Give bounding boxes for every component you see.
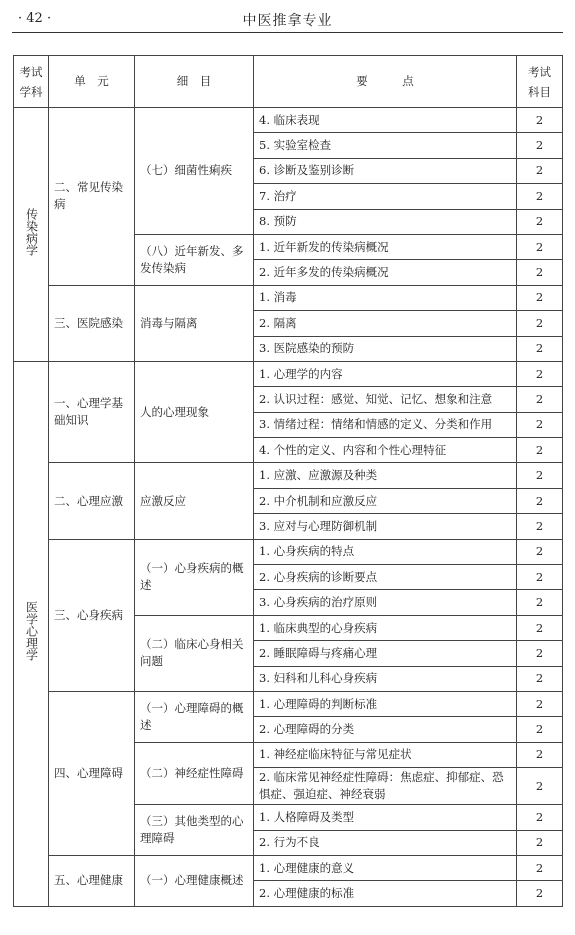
header-level: 考试科目 — [517, 56, 563, 108]
point-cell: 8. 预防 — [254, 209, 517, 234]
point-cell: 5. 实验室检查 — [254, 133, 517, 158]
level-cell: 2 — [517, 158, 563, 183]
level-cell: 2 — [517, 615, 563, 640]
subject-name: 传染病学 — [24, 207, 39, 256]
table-row — [14, 285, 563, 310]
header-item: 细 目 — [135, 56, 254, 108]
table-row — [14, 463, 563, 488]
item-cell: （八）近年新发、多发传染病 — [135, 234, 254, 285]
level-cell: 2 — [517, 311, 563, 336]
point-cell: 1. 神经症临床特征与常见症状 — [254, 742, 517, 767]
point-cell: 1. 心理障碍的判断标准 — [254, 691, 517, 716]
point-cell: 3. 情绪过程：情绪和情感的定义、分类和作用 — [254, 412, 517, 437]
level-cell: 2 — [517, 133, 563, 158]
item-cell: （二）临床心身相关问题 — [135, 615, 254, 691]
item-cell: 消毒与隔离 — [135, 285, 254, 361]
point-cell: 2. 心理障碍的分类 — [254, 717, 517, 742]
level-cell: 2 — [517, 830, 563, 855]
unit-cell: 二、心理应激 — [49, 463, 135, 539]
unit-cell: 五、心理健康 — [49, 855, 135, 906]
level-cell: 2 — [517, 666, 563, 691]
point-cell: 1. 心理健康的意义 — [254, 855, 517, 880]
level-cell: 2 — [517, 641, 563, 666]
point-cell: 1. 应激、应激源及种类 — [254, 463, 517, 488]
level-cell: 2 — [517, 539, 563, 564]
level-cell: 2 — [517, 108, 563, 133]
point-cell: 4. 个性的定义、内容和个性心理特征 — [254, 438, 517, 463]
level-cell: 2 — [517, 184, 563, 209]
point-cell: 2. 中介机制和应激反应 — [254, 488, 517, 513]
level-cell: 2 — [517, 590, 563, 615]
point-cell: 2. 认识过程：感觉、知觉、记忆、想象和注意 — [254, 387, 517, 412]
unit-cell: 一、心理学基础知识 — [49, 361, 135, 463]
point-cell: 2. 睡眠障碍与疼痛心理 — [254, 641, 517, 666]
level-cell: 2 — [517, 768, 563, 805]
unit-cell: 三、医院感染 — [49, 285, 135, 361]
point-cell: 4. 临床表现 — [254, 108, 517, 133]
point-cell: 3. 医院感染的预防 — [254, 336, 517, 361]
item-cell: （七）细菌性痢疾 — [135, 108, 254, 235]
table-body — [14, 108, 563, 907]
point-cell: 3. 妇科和儿科心身疾病 — [254, 666, 517, 691]
point-cell: 3. 心身疾病的治疗原则 — [254, 590, 517, 615]
level-cell: 2 — [517, 691, 563, 716]
level-cell: 2 — [517, 209, 563, 234]
item-cell: 应激反应 — [135, 463, 254, 539]
item-cell: （三）其他类型的心理障碍 — [135, 805, 254, 856]
page-number: · 42 · — [18, 11, 52, 26]
level-cell: 2 — [517, 285, 563, 310]
level-cell: 2 — [517, 742, 563, 767]
unit-cell: 二、常见传染病 — [49, 108, 135, 286]
item-cell: （二）神经症性障碍 — [135, 742, 254, 804]
header-subject: 考试学科 — [14, 56, 49, 108]
point-cell: 2. 心身疾病的诊断要点 — [254, 565, 517, 590]
point-cell: 2. 近年多发的传染病概况 — [254, 260, 517, 285]
level-cell: 2 — [517, 336, 563, 361]
point-cell: 1. 近年新发的传染病概况 — [254, 234, 517, 259]
running-title: 中医推拿专业 — [242, 13, 333, 29]
table-row — [14, 539, 563, 564]
level-cell: 2 — [517, 805, 563, 830]
table-row — [14, 855, 563, 880]
level-cell: 2 — [517, 438, 563, 463]
point-cell: 1. 消毒 — [254, 285, 517, 310]
point-cell: 6. 诊断及鉴别诊断 — [254, 158, 517, 183]
subject-name: 医学心理学 — [24, 601, 39, 662]
point-cell: 7. 治疗 — [254, 184, 517, 209]
level-cell: 2 — [517, 514, 563, 539]
level-cell: 2 — [517, 234, 563, 259]
header-unit: 单 元 — [49, 56, 135, 108]
level-cell: 2 — [517, 717, 563, 742]
point-cell: 3. 应对与心理防御机制 — [254, 514, 517, 539]
level-cell: 2 — [517, 488, 563, 513]
item-cell: （一）心理障碍的概述 — [135, 691, 254, 742]
point-cell: 1. 临床典型的心身疾病 — [254, 615, 517, 640]
point-cell: 1. 人格障碍及类型 — [254, 805, 517, 830]
point-cell: 1. 心理学的内容 — [254, 361, 517, 386]
level-cell: 2 — [517, 412, 563, 437]
point-cell: 2. 行为不良 — [254, 830, 517, 855]
table-row — [14, 691, 563, 716]
level-cell: 2 — [517, 881, 563, 906]
item-cell: 人的心理现象 — [135, 361, 254, 463]
unit-cell: 四、心理障碍 — [49, 691, 135, 855]
item-cell: （一）心理健康概述 — [135, 855, 254, 906]
table-row — [14, 361, 563, 386]
table-row — [14, 108, 563, 133]
item-cell: （一）心身疾病的概述 — [135, 539, 254, 615]
header-point: 要 点 — [254, 56, 517, 108]
page-header — [12, 6, 563, 33]
level-cell: 2 — [517, 463, 563, 488]
level-cell: 2 — [517, 565, 563, 590]
subject-cell — [14, 108, 49, 362]
table-header-row — [14, 56, 563, 108]
level-cell: 2 — [517, 361, 563, 386]
syllabus-table — [13, 55, 563, 907]
point-cell: 2. 隔离 — [254, 311, 517, 336]
point-cell: 2. 心理健康的标准 — [254, 881, 517, 906]
level-cell: 2 — [517, 260, 563, 285]
point-cell: 2. 临床常见神经症性障碍：焦虑症、抑郁症、恐惧症、强迫症、神经衰弱 — [254, 768, 517, 805]
level-cell: 2 — [517, 855, 563, 880]
point-cell: 1. 心身疾病的特点 — [254, 539, 517, 564]
level-cell: 2 — [517, 387, 563, 412]
subject-cell — [14, 361, 49, 906]
unit-cell: 三、心身疾病 — [49, 539, 135, 691]
